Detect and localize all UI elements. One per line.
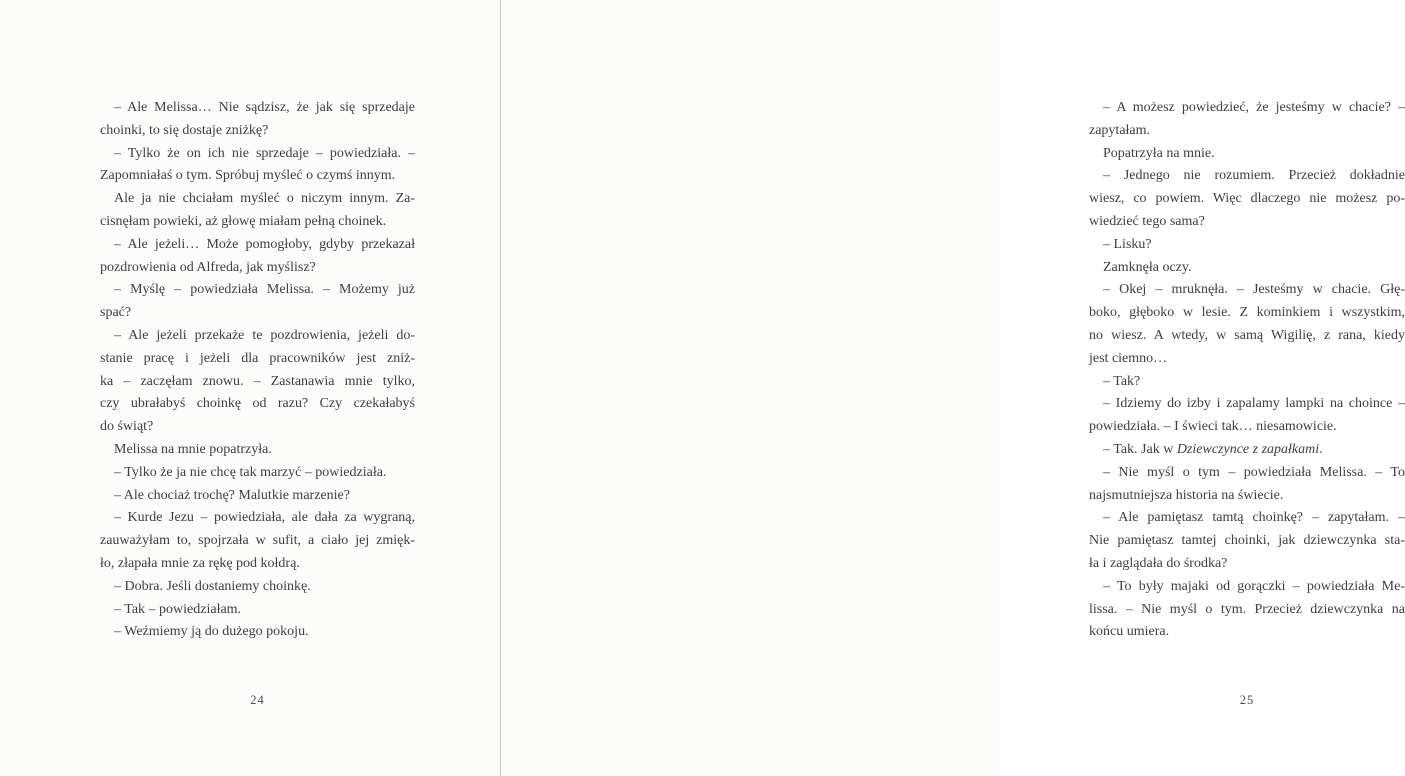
page-number: 24	[250, 693, 265, 707]
text-line: końcu umiera.	[1089, 624, 1170, 640]
text-line: ka – zaczęłam znowu. – Zastanawia mnie tylko,	[100, 373, 415, 389]
text-line: cisnęłam powieki, aż głowę miałam pełną choinek.	[100, 213, 387, 229]
text-segment: – Tak. Jak w	[1103, 441, 1177, 457]
text-line: zauważyłam to, spojrzała w sufit, a ciało jej zmięk-	[100, 533, 415, 549]
book-title-italic: Dziewczynce z zapałkami	[1176, 441, 1320, 457]
text-line: spać?	[100, 305, 132, 321]
text-line: boko, głęboko w lesie. Z kominkiem i wszystkim,	[1089, 305, 1405, 321]
text-line: Ale ja nie chciałam myśleć o niczym innym. Za-	[114, 191, 415, 207]
text-line: – Lisku?	[1103, 236, 1152, 252]
page-text	[1089, 97, 1405, 644]
text-line: – Nie myśl o tym – powiedziała Melissa. – To	[1103, 464, 1405, 480]
text-line: – Tylko że on ich nie sprzedaje – powiedziała. –	[114, 145, 415, 161]
text-line: – Okej – mruknęła. – Jesteśmy w chacie. Głę-	[1103, 282, 1405, 298]
text-line: Zamknęła oczy.	[1103, 259, 1192, 275]
text-line	[1089, 439, 1405, 462]
text-line: lissa. – Nie myśl o tym. Przecież dziewczynka na	[1089, 601, 1405, 617]
text-line: – Myślę – powiedziała Melissa. – Możemy już	[114, 282, 415, 298]
text-line: wiedzieć tego sama?	[1089, 213, 1205, 229]
book-page-left	[0, 0, 500, 776]
text-line: czy ubrałabyś choinkę od razu? Czy czekałabyś	[100, 396, 415, 412]
text-line: Nie pamiętasz tamtej choinki, jak dziewczynka sta-	[1089, 533, 1405, 549]
text-line: – A możesz powiedzieć, że jesteśmy w chacie? –	[1103, 100, 1405, 115]
text-line: najsmutniejsza historia na świecie.	[1089, 487, 1284, 503]
text-line: – Ale Melissa… Nie sądzisz, że jak się sprzedaje	[114, 100, 415, 115]
text-line: – Kurde Jezu – powiedziała, ale dała za wygraną,	[114, 510, 415, 526]
text-line: – Weźmiemy ją do dużego pokoju.	[114, 624, 309, 640]
text-line: ło, złapała mnie za rękę pod kołdrą.	[100, 555, 300, 571]
text-line: – To były majaki od gorączki – powiedziała Me-	[1103, 578, 1405, 594]
text-line: do świąt?	[100, 419, 154, 435]
text-line: powiedziała. – I świeci tak… niesamowicie.	[1089, 419, 1337, 435]
text-line: – Ale chociaż trochę? Malutkie marzenie?	[114, 487, 350, 503]
text-line: no wiesz. A wtedy, w samą Wigilię, z rana, kiedy	[1089, 327, 1405, 343]
text-line: – Tak – powiedziałam.	[114, 601, 242, 617]
book-page-right	[500, 0, 1405, 776]
text-line: – Idziemy do izby i zapalamy lampki na choince –	[1103, 396, 1405, 412]
text-line: – Tylko że ja nie chcę tak marzyć – powiedziała.	[114, 464, 387, 480]
text-line: ła i zaglądała do środka?	[1089, 555, 1228, 571]
text-line: wiesz, co powiem. Więc dlaczego nie możesz po-	[1089, 191, 1405, 207]
text-line: stanie pracę i jeżeli dla pracowników jest zniż-	[100, 350, 415, 366]
text-line: Melissa na mnie popatrzyła.	[114, 441, 272, 457]
page-number: 25	[1239, 693, 1255, 707]
text-line: jest ciemno…	[1089, 350, 1168, 366]
text-line: zapytałam.	[1089, 122, 1151, 138]
text-line: choinki, to się dostaje zniżkę?	[100, 122, 269, 138]
text-line: – Tak?	[1103, 373, 1141, 389]
text-line: Popatrzyła na mnie.	[1103, 145, 1215, 161]
text-line: – Ale pamiętasz tamtą choinkę? – zapytałam. –	[1103, 510, 1405, 526]
text-line: – Dobra. Jeśli dostaniemy choinkę.	[114, 578, 311, 594]
text-line: – Ale jeżeli przekaże te pozdrowienia, jeżeli do-	[114, 327, 415, 343]
text-line: – Jednego nie rozumiem. Przecież dokładnie	[1103, 168, 1405, 184]
page-text	[100, 97, 415, 644]
text-segment: .	[1319, 441, 1323, 457]
text-line: – Ale jeżeli… Może pomogłoby, gdyby przekazał	[114, 236, 415, 252]
text-line: Zapomniałaś o tym. Spróbuj myśleć o czymś innym.	[100, 168, 396, 184]
text-line: pozdrowienia od Alfreda, jak myślisz?	[100, 259, 316, 275]
